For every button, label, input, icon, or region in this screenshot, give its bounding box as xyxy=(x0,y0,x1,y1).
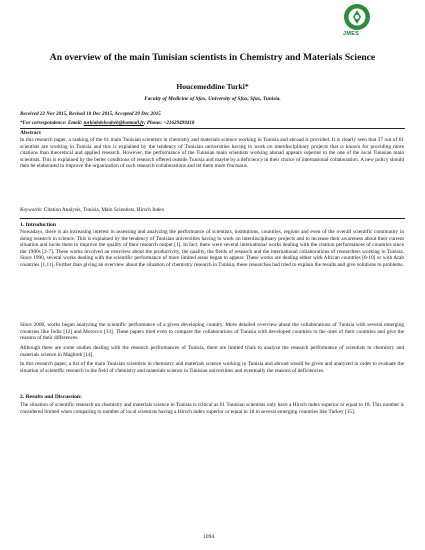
intro-paragraph-2: Since 2006, works began analyzing the scientific performance of a given developing country. More detailed overview about the collaborations of Tunisia with several emerging countries like India [12] and Morocco [13]. These papers tried even to compare the collaborations of Tunisia with developed countries to the ones of their countries and give the reasons of their differences. xyxy=(20,322,404,342)
page-number: 1094 xyxy=(203,534,215,540)
submission-dates: Received 22 Nov 2015, Revised 18 Dec 2015, Accepted 29 Dec 2015 xyxy=(20,111,161,117)
intro-paragraph-4: In this research paper, a list of the main Tunisian scientists in chemistry and materials science working in Tunisia and abroad would be given and analyzed in order to evaluate the situation of scientific research in the field of chemistry and materials science in Tunisian universities and eventually the reasons of deficiencies. xyxy=(20,361,404,374)
author-name: Houcemeddine Turki* xyxy=(176,82,249,91)
intro-paragraph-1: Nowadays, there is an increasing interest in assessing and analyzing the performance of scientists, institutions, countries, regions and even of the overall scientific community in doing research in science. This is explained by the tendency of Tunisian universities having to work on interdisciplinary projects and to increase their awareness about their current situation and incite them to improve the quality of their research output [1]. In fact, there were several international works dealing with the citation performances of countries since the 1980s [2-7]. These works involved an overview about the productivity, the quality, the fields of research and the international collaborations of researchers working in Tunisia. Since 1990, several works dealing with the scientific performance of more limited areas began to appear. These works are dealing either with African countries [8-10] or with Arab countries [1,11]. Further than giving an overview about the situation of chemistry research in Tunisia, these researches had tried to explain the results and give solutions to problems. xyxy=(20,229,404,268)
intro-paragraph-3: Although there are some studies dealing with the research performances of Tunisia, there are limited trials to analyze the research performance of scientists in chemistry and materials science in Maghreb [14]. xyxy=(20,345,404,358)
correspondence-email[interactable]: turkiabdelwaheb@hotmail.fr xyxy=(83,120,144,126)
correspondence-prefix: *For correspondence: Email: xyxy=(20,120,84,126)
journal-logo xyxy=(341,2,373,32)
correspondence-line xyxy=(20,120,194,126)
section-2-heading: 2. Results and Discussion: xyxy=(20,394,82,400)
paper-title: An overview of the main Tunisian scientists in Chemistry and Materials Science xyxy=(49,52,376,63)
abstract-text: In this research paper, a ranking of the 61 main Tunisian scientists in chemistry and materials science working in Tunisia and abroad is provided. It is clearly seen that 37 out of 61 scientists are working in Tunisia and this is explained by the tendency of Tunisian universities having to work on interdisciplinary projects that is known for providing more citations than theoretical and applied research. However, the performance of the Tunisian main scientists working abroad appears superior to the one of the local Tunisian main scientists. This is explained by the better conditions of research offered outside Tunisia and maybe by a deficiency in their choice of international collaboration. A new policy should then be elaborated to improve the organization of such research collaborations and let them more fructuous. xyxy=(20,137,404,170)
abstract-heading: Abstract xyxy=(20,130,41,136)
keywords-line xyxy=(20,207,164,213)
header-divider xyxy=(20,128,405,129)
keywords-label: Keywords xyxy=(20,207,41,213)
correspondence-phone: ; Phone: +21629499418 xyxy=(143,120,195,126)
journal-logo-text: JMES xyxy=(343,31,360,37)
keywords-divider xyxy=(20,218,405,219)
keywords-list: : Citation Analysis, Tunisia, Main Scientists, Hirsch Index xyxy=(41,207,165,213)
results-paragraph-1: The situation of scientific research on chemistry and materials science in Tunisia is critical as 61 Tunisian scientists only have a Hirsch index superior or equal to 18. This number is considered limited when comparing to number of local scientists having a Hirsch index superior or equal to 18 in several emerging countries like Turkey [15]. xyxy=(20,402,404,415)
author-affiliation: Faculty of Medicine of Sfax, University of Sfax, Sfax, Tunisia. xyxy=(144,96,281,102)
section-1-heading: 1. Introduction xyxy=(20,222,56,228)
